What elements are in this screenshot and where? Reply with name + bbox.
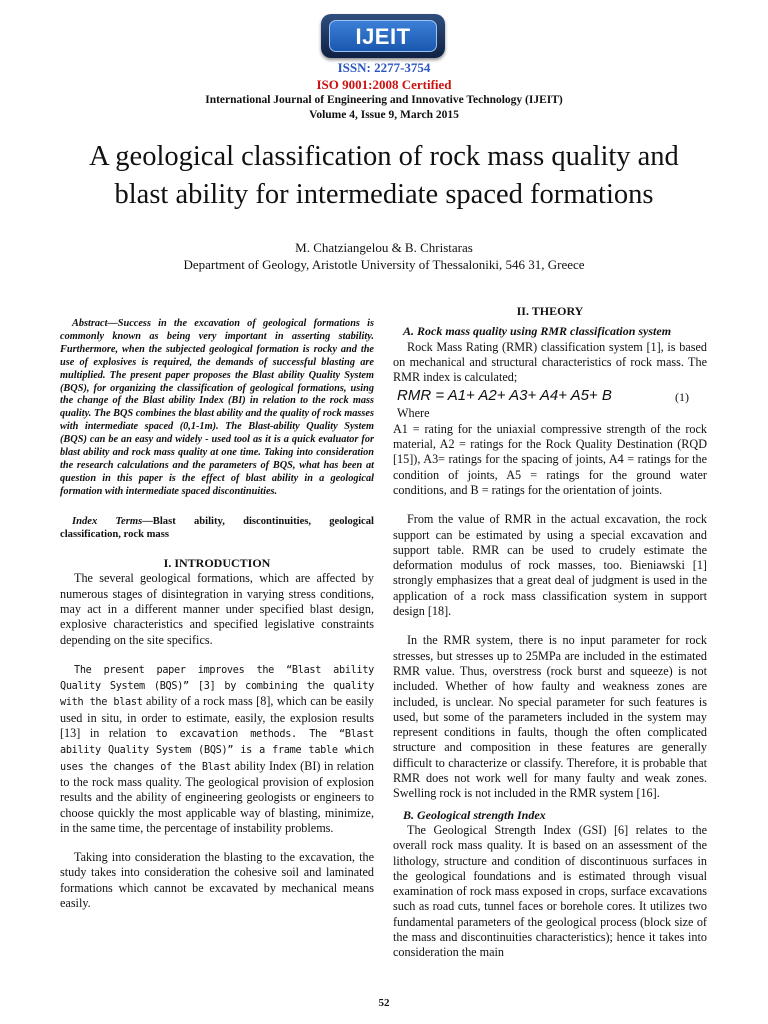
index-terms <box>60 515 374 541</box>
intro-paragraph-2-part-c: to excavation methods. The “Blast ability Quality System (BQS)” is a frame table which uses the changes of the Blast <box>60 729 374 773</box>
issn-line: ISSN: 2277-3754 <box>337 60 431 75</box>
index-terms-label: Index Terms <box>72 515 143 527</box>
index-terms-text: —Blast ability, discontinuities, geological classification, rock mass <box>60 515 374 540</box>
rmr-equation-number: (1) <box>675 390 689 405</box>
abstract: Abstract—Success in the excavation of geological formations is commonly known as being very important in asserting stability. Furthermore, when the subjected geological formation is rocky and the use of explosives is required, the demands of successful blasting are multiplied. The present paper proposes the Blast ability Quality System (BQS), for organizing the classification of geological formations, using the change of the Blast ability Index (BI) in relation to the rock mass quality. The BQS combines the blast ability and the quality of rock masses with intermediate spaced (0,1-1m). The Blast-ability Quality System (BQS) can be an easy and widely - used tool as it is a quick evaluator for blast ability and rock mass quality at one time. Taking into consideration the research calculations and the parameters of BQS, what has been at question in this paper is the effect of blast ability in a geological formation with intermediate spaced discontinuities. <box>60 318 374 497</box>
section-heading-introduction: I. INTRODUCTION <box>163 556 271 571</box>
rmr-equation-formula: RMR = A1+ A2+ A3+ A4+ A5+ B <box>397 387 612 405</box>
paper-title: A geological classification of rock mass quality and blast ability for intermediate spaced formations <box>89 141 679 210</box>
journal-volume: Volume 4, Issue 9, March 2015 <box>309 109 459 121</box>
page-number: 52 <box>378 997 390 1009</box>
where-label: Where <box>397 406 430 421</box>
author-affiliation: Department of Geology, Aristotle University of Thessaloniki, 546 31, Greece <box>183 257 585 272</box>
iso-certification: ISO 9001:2008 Certified <box>316 77 452 92</box>
rmr-definitions: A1 = rating for the uniaxial compressive strength of the rock material, A2 = ratings for the Rock Quality Destination (RQD [15]), A3= ratings for the spacing of joints, A4 = ratings for the condition of joints, A5 = ratings for the ground water conditions, and B = ratings for the orientation of joints. <box>393 421 707 497</box>
section-heading-theory: II. THEORY <box>516 304 584 318</box>
intro-paragraph-3: Taking into consideration the blasting to the excavation, the study takes into consideration the cohesive soil and laminated formations which cannot be excavated by mechanical means easily. <box>60 850 374 911</box>
intro-paragraph-2-part-b: ability of a rock mass [8], which can be easily used in situ, in order to estimate, easily, the explosion results [13] in relation <box>60 694 374 741</box>
subsection-heading-gsi: B. Geological strength Index <box>403 807 546 822</box>
subsection-heading-rmr: A. Rock mass quality using RMR classification system <box>403 324 672 339</box>
journal-logo-text: IJEIT <box>329 20 437 52</box>
rmr-paragraph-3: In the RMR system, there is no input parameter for rock stresses, but stresses up to 25MPa are included in the estimated RMR value. Thus, overstress (rock burst and squeeze) is not included. Whether of how faulty and weakness zones are included, is unclear. No special parameter for such features is used, but some of the parameters included in the system may represent conditions in faults, though the often complicated structure and composition in these features are generally difficult to characterize or classify. Therefore, it is probable that RMR does not work well for many faulty and weak zones. Swelling rock is not included in the RMR system [16]. <box>393 633 707 801</box>
intro-paragraph-2-part-a: The present paper improves the “Blast ability Quality System (BQS)” [3] by combining the quality with the blast <box>60 664 374 709</box>
rmr-equation <box>393 388 707 406</box>
journal-name: International Journal of Engineering and Innovative Technology (IJEIT) <box>205 94 563 106</box>
paper-authors: M. Chatziangelou & B. Christaras <box>295 240 473 255</box>
journal-logo <box>321 14 445 58</box>
left-column <box>60 304 374 911</box>
rmr-paragraph-1: Rock Mass Rating (RMR) classification system [1], is based on mechanical and structural characteristics of rock mass. The RMR index is calculated; <box>393 339 707 385</box>
intro-paragraph-2-part-d: ability Index (BI) in relation to the rock mass quality. The geological provision of explosion results and the ability of engineering geologists or engineers to choose quickly the most applicable way of blasting, minimize, in the same time, the percentage of instability problems. <box>60 758 374 835</box>
right-column <box>393 304 707 961</box>
gsi-paragraph-1: The Geological Strength Index (GSI) [6] relates to the overall rock mass quality. It is based on an assessment of the lithology, structure and condition of discontinuous surfaces in the geological foundations and is estimated through visual examination of rock mass exposed in crops, surface excavations such as road cuts, tunnel faces or borehole cores. It utilizes two fundamental parameters of the geological process (block size of the mass and discontinuities characteristics); hence it takes into consideration the main <box>393 822 707 960</box>
rmr-paragraph-2: From the value of RMR in the actual excavation, the rock support can be estimated by using a special excavation and support table. RMR can be used to crudely estimate the deformation modulus of rock masses, too. Bieniawski [1] strongly emphasizes that a great deal of judgment is used in the application of a rock mass classification system in support design [18]. <box>393 512 707 619</box>
intro-paragraph-1: The several geological formations, which are affected by numerous stages of disintegration in varying stress conditions, may act in a different manner under specified blast design, explosive characteristics and specified legislative constraints depending on the site specifics. <box>60 571 374 647</box>
intro-paragraph-2 <box>60 662 374 836</box>
